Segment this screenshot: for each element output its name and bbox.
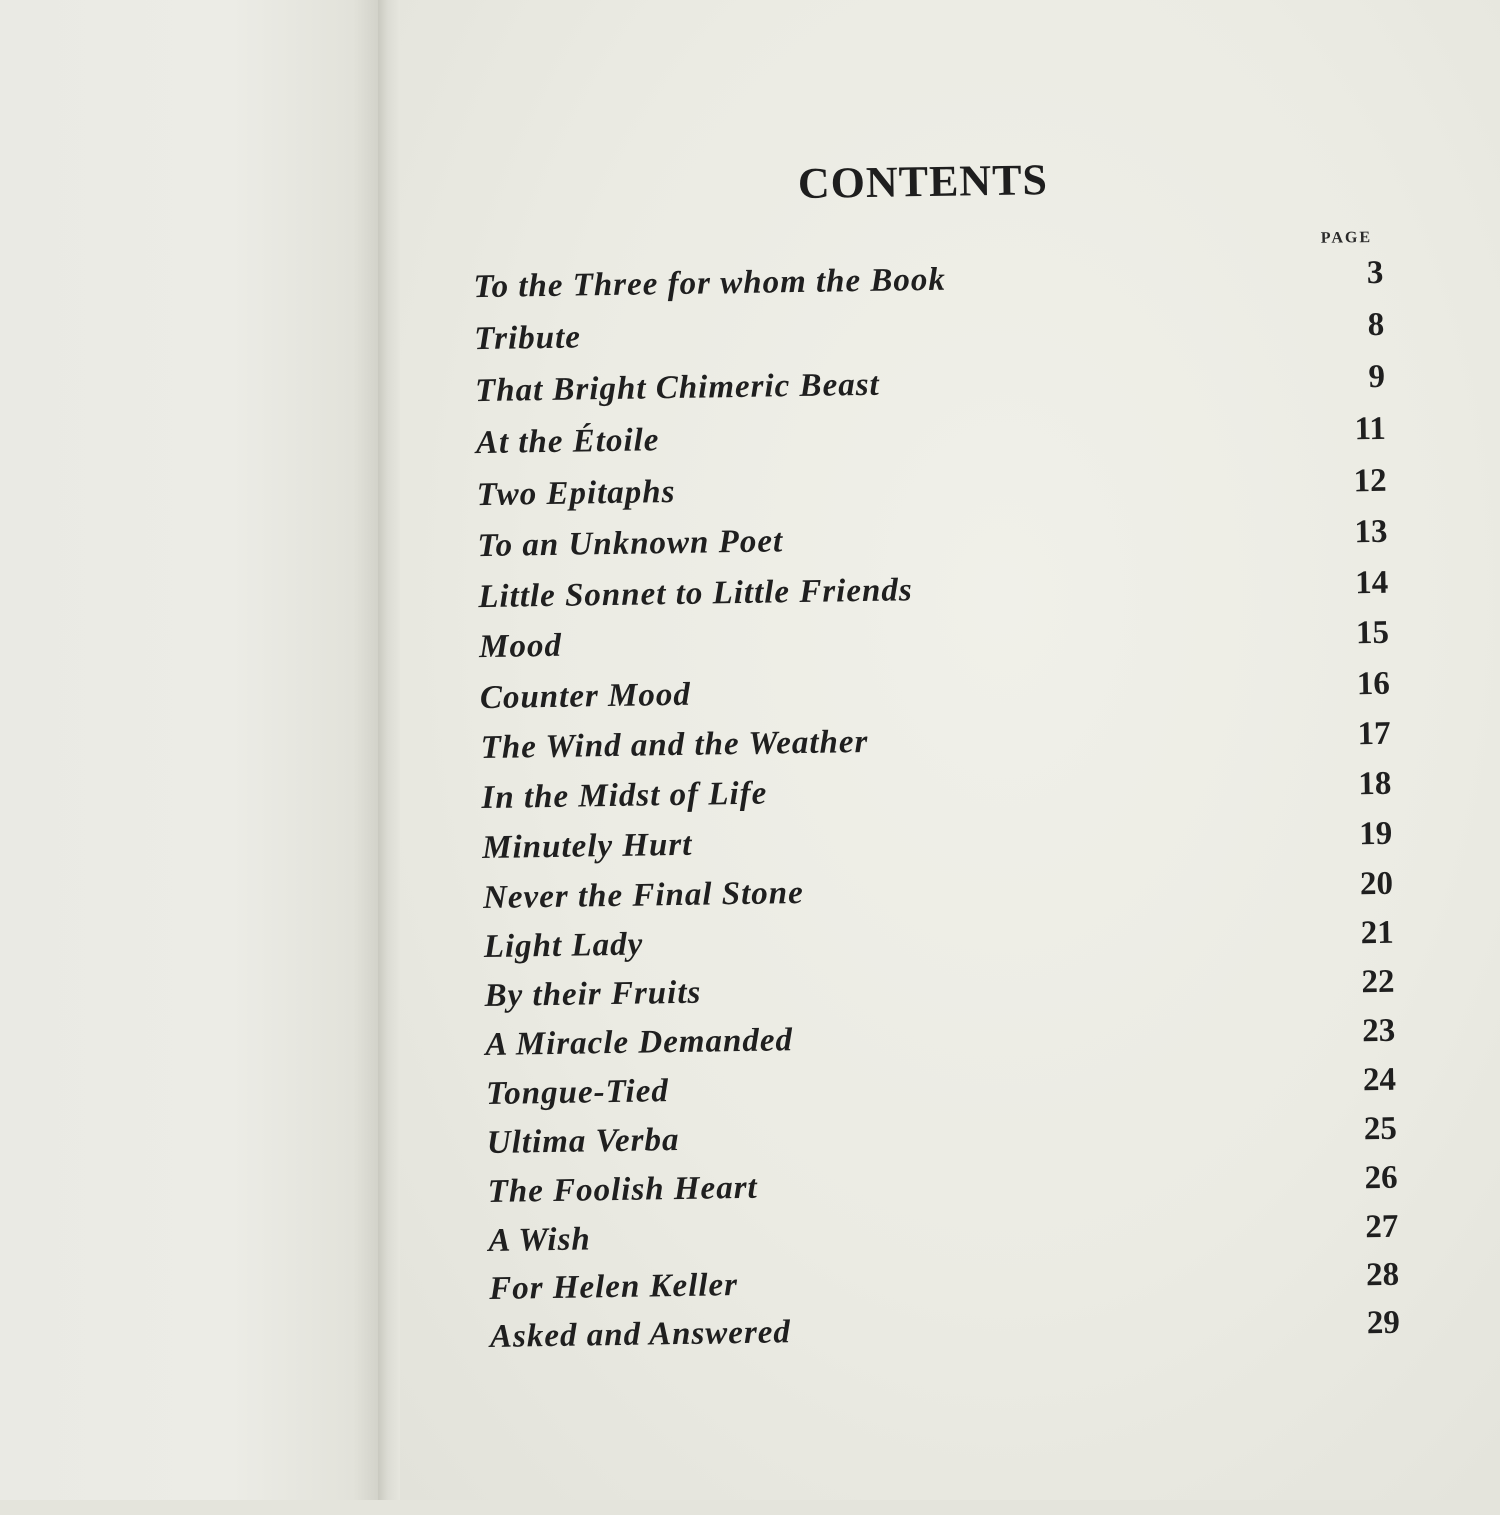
toc-entry [485,1013,1396,1067]
toc-entry-page: 12 [1353,462,1387,500]
toc-entry-page: 29 [1366,1304,1401,1342]
toc-entry-page: 23 [1361,1012,1396,1050]
toc-entry [480,716,1391,770]
toc-entry-title: Minutely Hurt [481,826,693,867]
contents-title: CONTENTS [797,155,1049,209]
toc-entry-page: 9 [1368,358,1386,396]
toc-entry [487,1160,1398,1214]
toc-entry-page: 14 [1354,564,1389,602]
toc-entry [473,255,1384,309]
toc-entry-title: Ultima Verba [486,1121,680,1162]
toc-entry-page: 20 [1359,865,1394,903]
toc-entry [487,1111,1398,1165]
toc-entry [477,514,1388,568]
toc-entry-title: That Bright Chimeric Beast [474,366,880,410]
toc-entry [476,463,1387,517]
toc-entry-page: 24 [1362,1061,1397,1099]
toc-entry-title: To the Three for whom the Book [473,261,947,306]
toc-entry-page: 28 [1365,1256,1400,1294]
toc-entry-title: For Helen Keller [488,1267,739,1307]
toc-entry-title: The Foolish Heart [487,1169,758,1211]
toc-entry [488,1209,1399,1263]
toc-entry [483,866,1394,920]
toc-entry [478,565,1389,619]
toc-entry-title: A Miracle Demanded [485,1022,794,1064]
toc-entry [480,666,1391,720]
toc-entry-title: At the Étoile [475,422,660,462]
toc-entry-page: 21 [1360,914,1394,952]
page-column-header: PAGE [1320,229,1373,247]
toc-entry-title: Never the Final Stone [482,875,805,917]
toc-entry-title: Asked and Answered [489,1314,792,1355]
toc-entry [476,411,1387,465]
toc-entry [484,915,1395,969]
toc-entry-page: 27 [1365,1208,1399,1246]
toc-entry-page: 15 [1355,614,1390,652]
toc-entry-title: Tribute [473,319,582,358]
toc-entry-page: 22 [1361,963,1395,1001]
toc-entry-page: 11 [1354,410,1387,448]
toc-entry [475,359,1386,413]
toc-entry-page: 19 [1358,815,1393,853]
toc-entry [474,307,1385,361]
toc-entry-title: Mood [478,627,563,666]
toc-entry [489,1257,1400,1311]
toc-entry-title: A Wish [488,1221,592,1260]
toc-entry [479,615,1390,669]
toc-entry-title: The Wind and the Weather [480,723,869,767]
toc-entry-title: Tongue-Tied [485,1073,670,1113]
toc-entry-title: Light Lady [483,926,644,966]
toc-entry [490,1305,1401,1359]
toc-entry-page: 8 [1367,306,1385,344]
toc-entry-title: Little Sonnet to Little Friends [478,572,913,616]
toc-entry-page: 16 [1356,665,1391,703]
toc-entry-page: 17 [1357,715,1391,753]
toc-entry-title: Counter Mood [479,676,692,717]
toc-entry-title: By their Fruits [484,974,702,1015]
toc-entry-page: 25 [1363,1110,1398,1148]
toc-entry-title: In the Midst of Life [481,775,768,817]
toc-entry-title: Two Epitaphs [476,473,676,514]
toc-entry [482,816,1393,870]
toc-entry-page: 18 [1358,765,1392,803]
toc-entry-title: To an Unknown Poet [477,523,784,565]
toc-entry-page: 3 [1366,254,1384,292]
toc-entry-page: 13 [1354,513,1388,551]
toc-entry-page: 26 [1364,1159,1398,1197]
toc-entry [486,1062,1397,1116]
toc-entry [484,964,1395,1018]
toc-entry [481,766,1392,820]
